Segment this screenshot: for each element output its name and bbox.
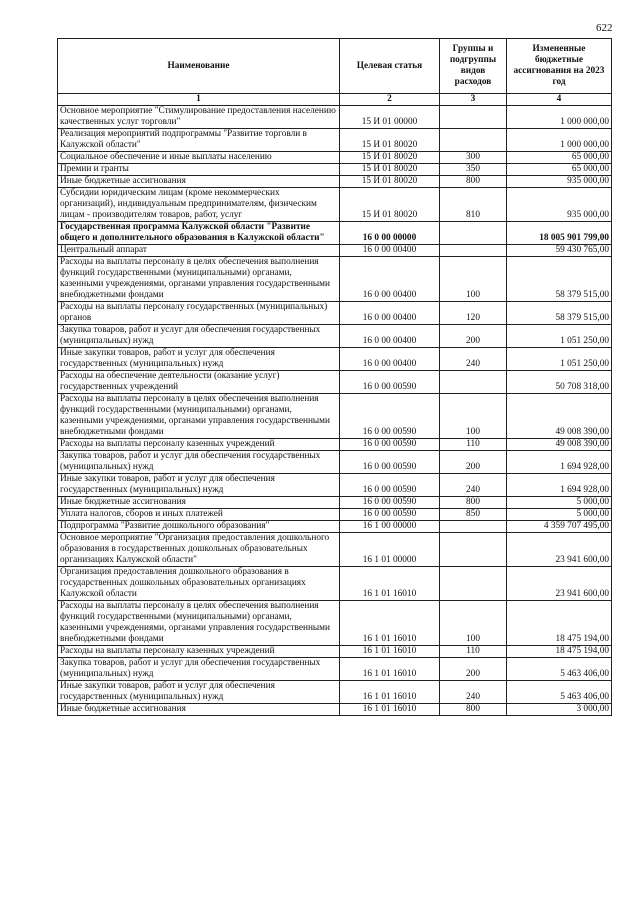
row-group: 300: [440, 152, 507, 164]
row-name: Иные бюджетные ассигнования: [58, 176, 340, 188]
header-groups: Группы и подгруппы видов расходов: [440, 39, 507, 94]
page-number: 622: [596, 22, 613, 34]
row-code: 16 0 00 00590: [340, 451, 440, 474]
row-amount: 1 000 000,00: [507, 106, 612, 129]
row-amount: 23 941 600,00: [507, 567, 612, 601]
row-name: Реализация мероприятий подпрограммы "Развитие торговли в Калужской области": [58, 129, 340, 152]
row-name: Расходы на выплаты персоналу в целях обеспечения выполнения функций государственными (муниципальными) органами, казенными учреждениями, органами управления государственными внебюджетными фондами: [58, 257, 340, 302]
table-row: [58, 348, 612, 371]
row-group: 100: [440, 601, 507, 646]
row-name: Закупка товаров, работ и услуг для обеспечения государственных (муниципальных) нужд: [58, 451, 340, 474]
row-amount: 65 000,00: [507, 164, 612, 176]
row-group: 240: [440, 348, 507, 371]
row-code: 15 И 01 00000: [340, 106, 440, 129]
row-amount: 5 463 406,00: [507, 658, 612, 681]
row-name: Иные бюджетные ассигнования: [58, 497, 340, 509]
row-amount: 65 000,00: [507, 152, 612, 164]
row-code: 16 0 00 00590: [340, 394, 440, 439]
row-amount: 4 359 707 495,00: [507, 521, 612, 533]
table-row: [58, 188, 612, 222]
row-group: 200: [440, 325, 507, 348]
table-row: [58, 474, 612, 497]
row-code: 15 И 01 80020: [340, 152, 440, 164]
row-group: 110: [440, 439, 507, 451]
row-group: [440, 533, 507, 567]
row-group: 810: [440, 188, 507, 222]
row-code: 16 0 00 00400: [340, 325, 440, 348]
row-name: Премии и гранты: [58, 164, 340, 176]
row-amount: 5 000,00: [507, 497, 612, 509]
row-name: Иные закупки товаров, работ и услуг для обеспечения государственных (муниципальных) нужд: [58, 348, 340, 371]
row-group: 240: [440, 474, 507, 497]
row-code: 16 0 00 00000: [340, 222, 440, 245]
row-name: Уплата налогов, сборов и иных платежей: [58, 509, 340, 521]
row-name: Расходы на обеспечение деятельности (оказание услуг) государственных учреждений: [58, 371, 340, 394]
table-row: [58, 658, 612, 681]
row-name: Основное мероприятие "Организация предоставления дошкольного образования в государственных дошкольных образовательных организациях Калужской области": [58, 533, 340, 567]
row-group: 800: [440, 497, 507, 509]
row-name: Организация предоставления дошкольного образования в государственных дошкольных образовательных организациях Калужской области: [58, 567, 340, 601]
row-amount: 18 475 194,00: [507, 646, 612, 658]
row-group: [440, 106, 507, 129]
column-number-row: [58, 94, 612, 106]
row-name: Центральный аппарат: [58, 245, 340, 257]
table-row: [58, 681, 612, 704]
row-amount: 18 475 194,00: [507, 601, 612, 646]
header-amount: Измененные бюджетные ассигнования на 2023 год: [507, 39, 612, 94]
row-code: 16 0 00 00400: [340, 245, 440, 257]
row-group: [440, 222, 507, 245]
row-group: 120: [440, 302, 507, 325]
row-group: 200: [440, 451, 507, 474]
row-code: 15 И 01 80020: [340, 176, 440, 188]
column-number: 2: [340, 94, 440, 106]
table-row: [58, 152, 612, 164]
row-code: 16 0 00 00400: [340, 348, 440, 371]
table-row: [58, 222, 612, 245]
table-row: [58, 521, 612, 533]
row-code: 16 1 01 16010: [340, 658, 440, 681]
row-amount: 59 430 765,00: [507, 245, 612, 257]
row-code: 16 0 00 00590: [340, 371, 440, 394]
row-code: 16 1 00 00000: [340, 521, 440, 533]
row-name: Расходы на выплаты персоналу в целях обеспечения выполнения функций государственными (муниципальными) органами, казенными учреждениями, органами управления государственными внебюджетными фондами: [58, 394, 340, 439]
row-group: 350: [440, 164, 507, 176]
row-code: 15 И 01 80020: [340, 129, 440, 152]
row-code: 16 0 00 00590: [340, 509, 440, 521]
row-group: 850: [440, 509, 507, 521]
row-name: Закупка товаров, работ и услуг для обеспечения государственных (муниципальных) нужд: [58, 325, 340, 348]
table-row: [58, 439, 612, 451]
table-row: [58, 325, 612, 348]
row-code: 16 0 00 00590: [340, 474, 440, 497]
column-number: 1: [58, 94, 340, 106]
row-amount: 3 000,00: [507, 704, 612, 716]
row-name: Расходы на выплаты персоналу казенных учреждений: [58, 646, 340, 658]
row-code: 16 0 00 00590: [340, 497, 440, 509]
row-amount: 5 463 406,00: [507, 681, 612, 704]
row-code: 16 1 01 16010: [340, 601, 440, 646]
row-name: Расходы на выплаты персоналу казенных учреждений: [58, 439, 340, 451]
row-amount: 58 379 515,00: [507, 302, 612, 325]
row-amount: 49 008 390,00: [507, 394, 612, 439]
row-name: Иные бюджетные ассигнования: [58, 704, 340, 716]
table-row: [58, 176, 612, 188]
table-row: [58, 371, 612, 394]
row-code: 16 0 00 00400: [340, 257, 440, 302]
table-row: [58, 257, 612, 302]
table-row: [58, 646, 612, 658]
row-name: Субсидии юридическим лицам (кроме некоммерческих организаций), индивидуальным предпринимателям, физическим лицам - производителям товаров, работ, услуг: [58, 188, 340, 222]
table-row: [58, 245, 612, 257]
row-group: [440, 567, 507, 601]
table-row: [58, 164, 612, 176]
row-group: 800: [440, 176, 507, 188]
table-header-row: [58, 39, 612, 94]
row-name: Иные закупки товаров, работ и услуг для обеспечения государственных (муниципальных) нужд: [58, 474, 340, 497]
row-name: Социальное обеспечение и иные выплаты населению: [58, 152, 340, 164]
row-amount: 18 005 901 799,00: [507, 222, 612, 245]
table-row: [58, 394, 612, 439]
row-code: 16 0 00 00590: [340, 439, 440, 451]
row-group: 240: [440, 681, 507, 704]
row-amount: 1 694 928,00: [507, 451, 612, 474]
row-amount: 50 708 318,00: [507, 371, 612, 394]
budget-table: [57, 38, 612, 716]
row-name: Государственная программа Калужской области "Развитие общего и дополнительного образования в Калужской области": [58, 222, 340, 245]
row-amount: 49 008 390,00: [507, 439, 612, 451]
row-code: 16 1 01 16010: [340, 646, 440, 658]
row-amount: 1 000 000,00: [507, 129, 612, 152]
header-name: Наименование: [58, 39, 340, 94]
row-code: 16 1 01 16010: [340, 681, 440, 704]
row-group: [440, 129, 507, 152]
row-group: [440, 245, 507, 257]
table-row: [58, 129, 612, 152]
row-name: Иные закупки товаров, работ и услуг для обеспечения государственных (муниципальных) нужд: [58, 681, 340, 704]
row-code: 15 И 01 80020: [340, 164, 440, 176]
row-name: Закупка товаров, работ и услуг для обеспечения государственных (муниципальных) нужд: [58, 658, 340, 681]
header-target: Целевая статья: [340, 39, 440, 94]
row-amount: 23 941 600,00: [507, 533, 612, 567]
table-row: [58, 302, 612, 325]
row-code: 16 0 00 00400: [340, 302, 440, 325]
row-amount: 935 000,00: [507, 176, 612, 188]
row-amount: 935 000,00: [507, 188, 612, 222]
table-row: [58, 451, 612, 474]
row-group: 110: [440, 646, 507, 658]
table-row: [58, 533, 612, 567]
column-number: 3: [440, 94, 507, 106]
row-amount: 1 694 928,00: [507, 474, 612, 497]
table-row: [58, 509, 612, 521]
row-group: [440, 521, 507, 533]
row-amount: 1 051 250,00: [507, 325, 612, 348]
row-code: 16 1 01 16010: [340, 567, 440, 601]
table-row: [58, 106, 612, 129]
row-amount: 5 000,00: [507, 509, 612, 521]
table-row: [58, 567, 612, 601]
table-row: [58, 497, 612, 509]
row-group: [440, 371, 507, 394]
row-name: Расходы на выплаты персоналу в целях обеспечения выполнения функций государственными (муниципальными) органами, казенными учреждениями, органами управления государственными внебюджетными фондами: [58, 601, 340, 646]
row-amount: 58 379 515,00: [507, 257, 612, 302]
row-amount: 1 051 250,00: [507, 348, 612, 371]
row-code: 16 1 01 16010: [340, 704, 440, 716]
row-group: 200: [440, 658, 507, 681]
row-name: Расходы на выплаты персоналу государственных (муниципальных) органов: [58, 302, 340, 325]
row-name: Основное мероприятие "Стимулирование предоставления населению качественных услуг торговли": [58, 106, 340, 129]
row-code: 15 И 01 80020: [340, 188, 440, 222]
table-row: [58, 704, 612, 716]
row-group: 100: [440, 257, 507, 302]
table-row: [58, 601, 612, 646]
row-code: 16 1 01 00000: [340, 533, 440, 567]
column-number: 4: [507, 94, 612, 106]
row-group: 100: [440, 394, 507, 439]
row-group: 800: [440, 704, 507, 716]
row-name: Подпрограмма "Развитие дошкольного образования": [58, 521, 340, 533]
